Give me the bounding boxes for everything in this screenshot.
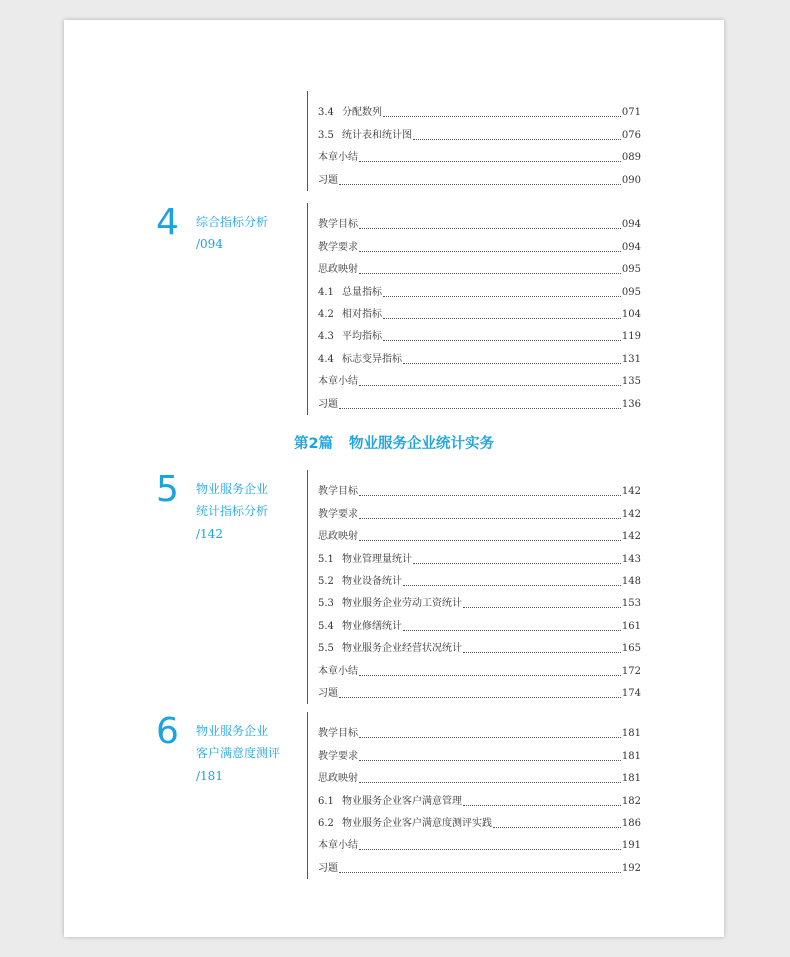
- toc-entry[interactable]: [318, 276, 641, 298]
- page-number: 135: [621, 376, 641, 388]
- page-number: 191: [621, 840, 641, 852]
- entry-label: 物业服务企业经营状况统计: [342, 643, 462, 655]
- toc-entry[interactable]: [318, 321, 641, 343]
- chapter-title: [196, 720, 280, 787]
- section-number: 4.3: [318, 331, 334, 343]
- section-number: 4.1: [318, 286, 334, 298]
- dot-leader: [359, 495, 621, 496]
- dot-leader: [383, 116, 621, 117]
- dot-leader: [493, 827, 621, 828]
- toc-entries: [318, 209, 641, 411]
- entry-label: 思政映射: [318, 531, 358, 543]
- toc-entry[interactable]: [318, 231, 641, 253]
- page-number: 131: [621, 353, 641, 365]
- entry-label: 习题: [318, 174, 338, 186]
- page-number: 181: [621, 773, 641, 785]
- toc-entry[interactable]: [318, 476, 641, 498]
- entry-label: 本章小结: [318, 152, 358, 164]
- chapter-title-line: 客户满意度测评: [196, 746, 281, 761]
- dot-leader: [383, 340, 621, 341]
- toc-entries: [318, 476, 641, 700]
- toc-entry[interactable]: [318, 254, 641, 276]
- dot-leader: [463, 805, 621, 806]
- section-number: 5.3: [318, 598, 334, 610]
- entry-label: 物业服务企业客户满意管理: [342, 795, 462, 807]
- dot-leader: [359, 849, 621, 850]
- entry-label: 物业服务企业劳动工资统计: [342, 598, 462, 610]
- page-number: 182: [621, 795, 641, 807]
- section-number: 5.1: [318, 553, 334, 565]
- part-title: 物业服务企业统计实务: [349, 436, 495, 452]
- divider-line: [307, 91, 308, 191]
- chapter-4: [64, 202, 724, 411]
- divider-line: [307, 203, 308, 415]
- page-number: 136: [621, 398, 641, 410]
- toc-entry[interactable]: [318, 343, 641, 365]
- entry-label: 物业服务企业客户满意度测评实践: [342, 817, 492, 829]
- toc-page: [64, 20, 724, 937]
- entry-label: 习题: [318, 687, 338, 699]
- entry-label: 物业修缮统计: [342, 620, 402, 632]
- entry-label: 习题: [318, 862, 338, 874]
- entry-label: 物业设备统计: [342, 575, 402, 587]
- dot-leader: [359, 251, 621, 252]
- page-number: 192: [621, 862, 641, 874]
- entry-label: 教学目标: [318, 486, 358, 498]
- dot-leader: [359, 675, 621, 676]
- page-number: 142: [621, 486, 641, 498]
- toc-entries: [318, 97, 641, 187]
- dot-leader: [339, 697, 621, 698]
- page-number: 076: [621, 129, 641, 141]
- toc-entry[interactable]: [318, 299, 641, 321]
- dot-leader: [359, 782, 621, 783]
- toc-entry[interactable]: [318, 633, 641, 655]
- chapter-number: 4: [156, 202, 179, 243]
- entry-label: 思政映射: [318, 264, 358, 276]
- toc-entry[interactable]: [318, 740, 641, 762]
- toc-entries: [318, 718, 641, 875]
- chapter-title-line: /094: [196, 237, 223, 252]
- entry-label: 教学目标: [318, 219, 358, 231]
- dot-leader: [403, 585, 621, 586]
- dot-leader: [339, 408, 621, 409]
- page-number: 142: [621, 531, 641, 543]
- page-number: 142: [621, 508, 641, 520]
- chapter-title-line: /142: [196, 526, 223, 541]
- dot-leader: [383, 318, 621, 319]
- dot-leader: [359, 737, 621, 738]
- page-number: 181: [621, 728, 641, 740]
- dot-leader: [403, 363, 621, 364]
- chapter-title-line: /181: [196, 768, 223, 783]
- dot-leader: [359, 540, 621, 541]
- dot-leader: [383, 296, 621, 297]
- divider-line: [307, 712, 308, 879]
- toc-entry[interactable]: [318, 588, 641, 610]
- page-number: 089: [621, 152, 641, 164]
- toc-entry[interactable]: [318, 97, 641, 119]
- page-number: 095: [621, 264, 641, 276]
- dot-leader: [463, 652, 621, 653]
- toc-entry[interactable]: [318, 498, 641, 520]
- entry-label: 总量指标: [342, 286, 382, 298]
- toc-entry[interactable]: [318, 566, 641, 588]
- dot-leader: [359, 518, 621, 519]
- toc-entry[interactable]: [318, 610, 641, 632]
- entry-label: 教学要求: [318, 241, 358, 253]
- dot-leader: [359, 385, 621, 386]
- toc-entry[interactable]: [318, 655, 641, 677]
- chapter-number: 5: [156, 469, 179, 510]
- page-number: 143: [621, 553, 641, 565]
- page-number: 186: [621, 817, 641, 829]
- chapter-title-line: 统计指标分析: [196, 504, 269, 519]
- toc-entry[interactable]: [318, 852, 641, 874]
- chapter-title-line: 综合指标分析: [196, 215, 269, 229]
- entry-label: 物业管理量统计: [342, 553, 412, 565]
- page-number: 090: [621, 174, 641, 186]
- page-number: 181: [621, 750, 641, 762]
- page-number: 071: [621, 107, 641, 119]
- chapter-number: 6: [156, 711, 179, 752]
- chapter-6: [64, 711, 724, 875]
- chapter-title-line: 物业服务企业: [196, 724, 269, 738]
- dot-leader: [463, 607, 621, 608]
- entry-label: 教学目标: [318, 728, 358, 740]
- page-number: 165: [621, 643, 641, 655]
- section-number: 6.1: [318, 795, 334, 807]
- section-number: 3.5: [318, 129, 334, 141]
- page-number: 153: [621, 598, 641, 610]
- toc-entry[interactable]: [318, 142, 641, 164]
- page-number: 104: [621, 308, 641, 320]
- section-number: 5.4: [318, 620, 334, 632]
- entry-label: 平均指标: [342, 331, 382, 343]
- toc-entry[interactable]: [318, 543, 641, 565]
- entry-label: 教学要求: [318, 508, 358, 520]
- dot-leader: [359, 273, 621, 274]
- toc-entry[interactable]: [318, 119, 641, 141]
- dot-leader: [413, 139, 621, 140]
- toc-entry[interactable]: [318, 366, 641, 388]
- dot-leader: [359, 161, 621, 162]
- section-number: 6.2: [318, 817, 334, 829]
- chapter-5: [64, 469, 724, 700]
- page-number: 161: [621, 620, 641, 632]
- page-number: 094: [621, 241, 641, 253]
- section-number: 5.5: [318, 643, 334, 655]
- part-heading: [64, 432, 724, 453]
- entry-label: 习题: [318, 398, 338, 410]
- entry-label: 相对指标: [342, 308, 382, 320]
- chapter-3-tail: [64, 97, 724, 187]
- page-number: 148: [621, 575, 641, 587]
- page-number: 172: [621, 665, 641, 677]
- toc-entry[interactable]: [318, 521, 641, 543]
- entry-label: 本章小结: [318, 840, 358, 852]
- page-number: 119: [621, 331, 641, 343]
- section-number: 3.4: [318, 107, 334, 119]
- part-label: 第2篇: [293, 436, 334, 452]
- toc-entry[interactable]: [318, 388, 641, 410]
- dot-leader: [359, 760, 621, 761]
- toc-entry[interactable]: [318, 808, 641, 830]
- toc-entry[interactable]: [318, 830, 641, 852]
- page-number: 095: [621, 286, 641, 298]
- toc-entry[interactable]: [318, 209, 641, 231]
- toc-entry[interactable]: [318, 785, 641, 807]
- entry-label: 教学要求: [318, 750, 358, 762]
- entry-label: 本章小结: [318, 376, 358, 388]
- section-number: 5.2: [318, 575, 334, 587]
- entry-label: 思政映射: [318, 773, 358, 785]
- page-number: 174: [621, 687, 641, 699]
- toc-entry[interactable]: [318, 678, 641, 700]
- entry-label: 标志变异指标: [342, 353, 402, 365]
- section-number: 4.2: [318, 308, 334, 320]
- dot-leader: [413, 563, 621, 564]
- chapter-title: [196, 478, 268, 545]
- toc-entry[interactable]: [318, 718, 641, 740]
- divider-line: [307, 470, 308, 704]
- dot-leader: [359, 228, 621, 229]
- entry-label: 本章小结: [318, 665, 358, 677]
- toc-entry[interactable]: [318, 164, 641, 186]
- dot-leader: [339, 872, 621, 873]
- page-number: 094: [621, 219, 641, 231]
- toc-entry[interactable]: [318, 763, 641, 785]
- section-number: 4.4: [318, 353, 334, 365]
- chapter-title: [196, 211, 268, 256]
- entry-label: 分配数列: [342, 107, 382, 119]
- chapter-title-line: 物业服务企业: [196, 482, 269, 496]
- dot-leader: [339, 184, 621, 185]
- entry-label: 统计表和统计图: [342, 129, 412, 141]
- dot-leader: [403, 630, 621, 631]
